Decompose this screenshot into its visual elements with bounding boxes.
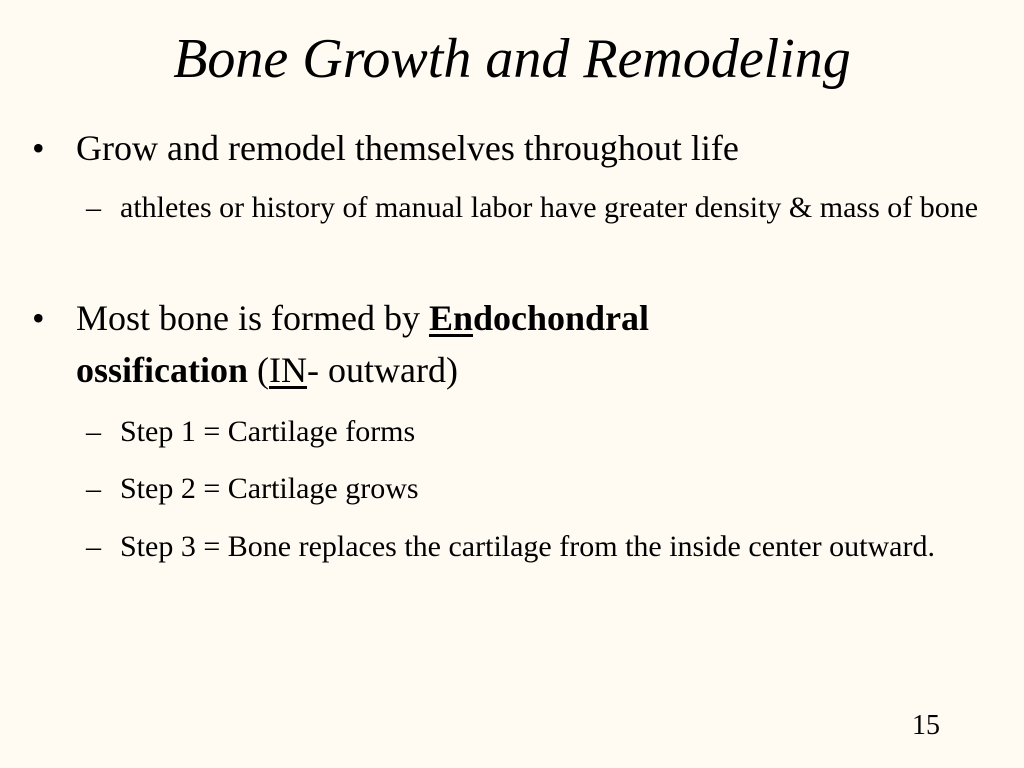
paren-rest: - outward) xyxy=(307,350,458,390)
sub-bullet-text: athletes or history of manual labor have greater density & mass of bone xyxy=(120,191,979,224)
bullet-mark: • xyxy=(32,128,45,168)
term-rest: dochondral xyxy=(473,298,650,338)
slide-title: Bone Growth and Remodeling xyxy=(173,28,851,90)
step-text: Step 1 = Cartilage forms xyxy=(120,415,416,448)
page-number: 15 xyxy=(912,710,940,741)
sub-bullet-mark: – xyxy=(86,472,101,505)
bullet-mark: • xyxy=(32,298,45,338)
bullet-prefix: Most bone is formed by xyxy=(76,298,429,338)
bullet-grow-remodel xyxy=(32,122,976,174)
sub-bullet-mark: – xyxy=(86,415,101,448)
step-item xyxy=(86,467,1010,511)
term-ossification: ossification xyxy=(76,350,249,390)
step-item xyxy=(86,525,1010,569)
step-text: Step 3 = Bone replaces the cartilage from the inside center outward. xyxy=(120,530,935,563)
sub-bullet-mark: – xyxy=(86,530,101,563)
sub-bullet-mark: – xyxy=(86,191,101,224)
term-underlined-en: En xyxy=(428,298,474,338)
step-item xyxy=(86,410,1010,454)
paren-underlined-in: IN xyxy=(269,350,308,390)
bullet-endochondral xyxy=(32,292,976,396)
sub-bullet-athletes xyxy=(86,186,1010,230)
step-text: Step 2 = Cartilage grows xyxy=(120,472,419,505)
paren-open: ( xyxy=(248,350,270,390)
bullet-text: Grow and remodel themselves throughout life xyxy=(76,128,739,168)
